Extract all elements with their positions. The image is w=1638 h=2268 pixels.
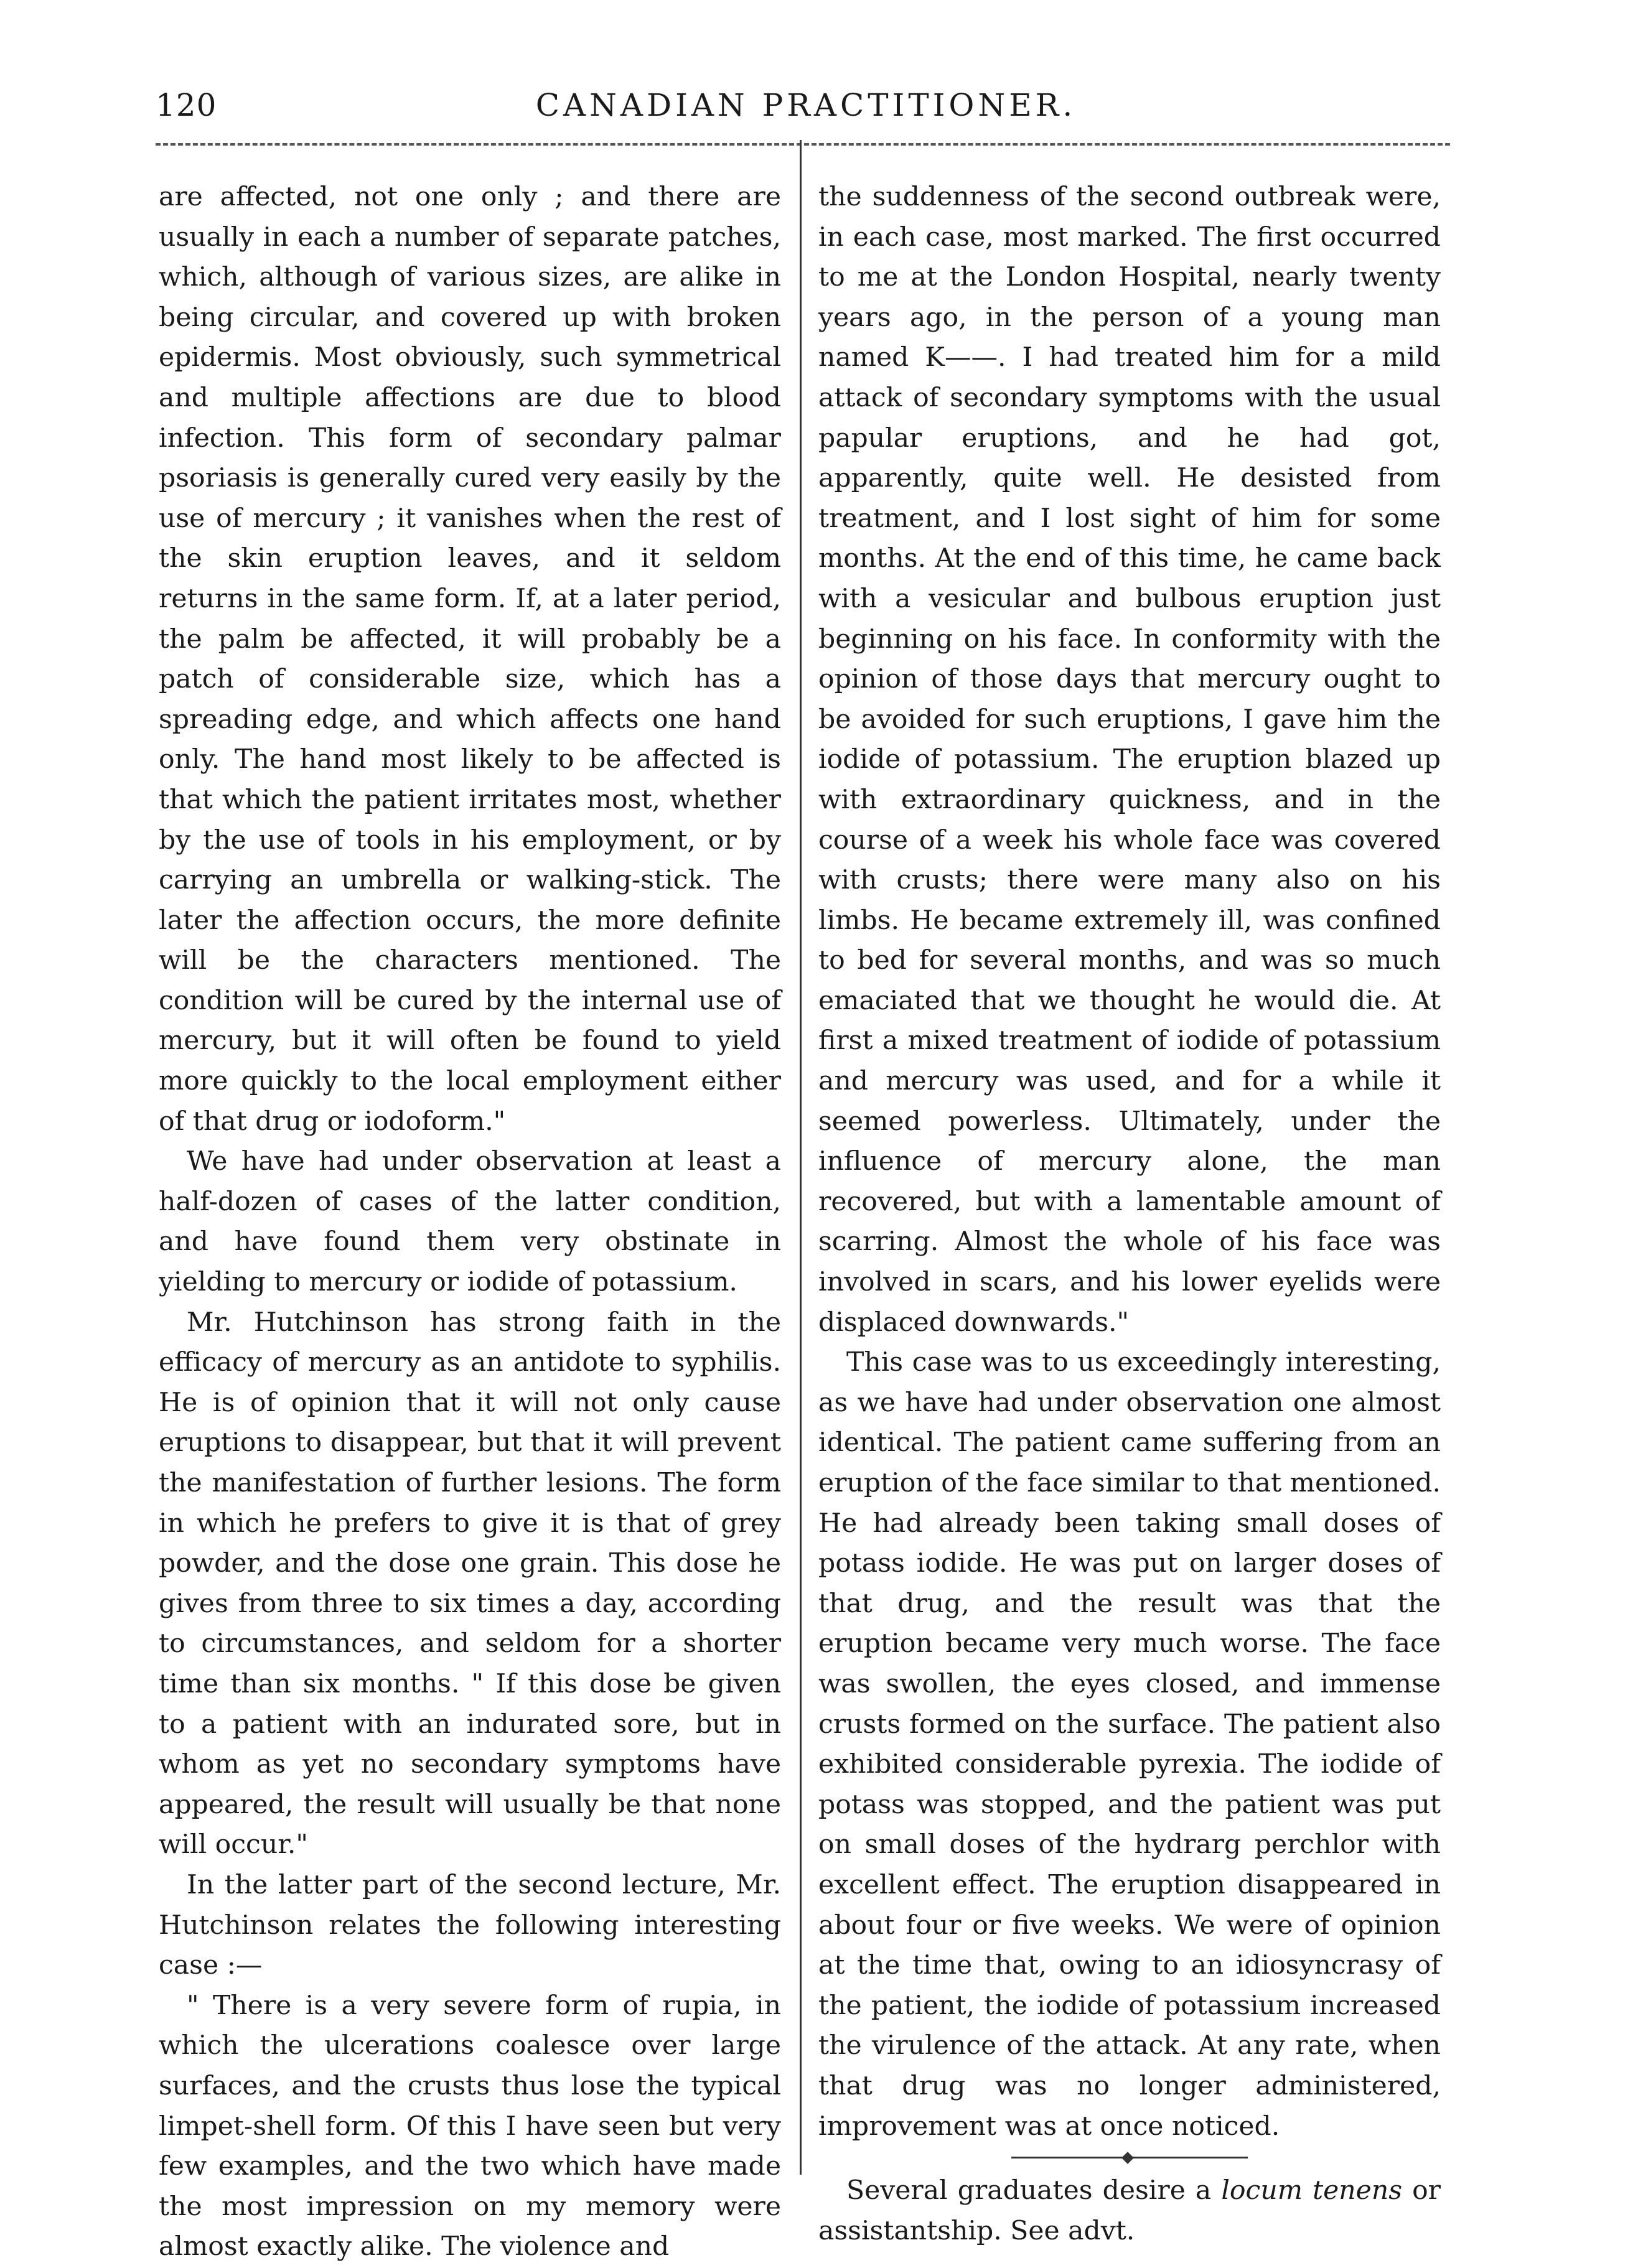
paragraph: We have had under observation at least a half-dozen of cases of the latter condition, and have found them very obstinate in yielding to mercury or iodide of potassium. bbox=[159, 1146, 781, 1298]
paragraph: Mr. Hutchinson has strong faith in the efficacy of mercury as an antidote to syphilis. He is of opinion that it will not only cause eruptions to disappear, but that it will prevent the manifestation of further lesions. The form in which he prefers to give it is that of grey powder, and the dose one grain. This dose he gives from three to six times a day, according to circumstances, and seldom for a shorter time than six months. " If this dose be given to a patient with an indurated sore, but in whom as yet no secondary symptoms have appeared, the result will usually be that none will occur." bbox=[159, 1307, 781, 1860]
paragraph: " There is a very severe form of rupia, in which the ulcerations coalesce over large surfaces, and the crusts thus lose the typical limpet-shell form. Of this I have seen but very few examples, and the two which have made the most impression on my memory were almost exactly alike. The violence and bbox=[159, 1990, 781, 2262]
right-column bbox=[818, 177, 1441, 2251]
notice-text-end: or assistantship. See advt. bbox=[818, 2175, 1441, 2246]
paragraph: are affected, not one only ; and there are usually in each a number of separate patches, which, although of various sizes, are alike in being circular, and covered up with broken epidermis. Most obviously, such symmetrical and multiple affections are due to blood infection. This form of secondary palmar psoriasis is generally cured very easily by the use of mercury ; it vanishes when the rest of the skin eruption leaves, and it seldom returns in the same form. If, at a later period, the palm be affected, it will probably be a patch of considerable size, which has a spreading edge, and which affects one hand only. The hand most likely to be affected is that which the patient irritates most, whether by the use of tools in his employment, or by carrying an umbrella or walking-stick. The later the affection occurs, the more definite will be the characters mentioned. The condition will be cured by the internal use of mercury, but it will often be found to yield more quickly to the local employment either of that drug or iodoform." bbox=[159, 182, 781, 1137]
paragraph: the suddenness of the second outbreak were, in each case, most marked. The first occurred to me at the London Hospital, nearly twenty years ago, in the person of a young man named K——. I had treated him for a mild attack of secondary symptoms with the usual papular eruptions, and he had got, apparently, quite well. He desisted from treatment, and I lost sight of him for some months. At the end of this time, he came back with a vesicular and bulbous eruption just beginning on his face. In conformity with the opinion of those days that mercury ought to be avoided for such eruptions, I gave him the iodide of potassium. The eruption blazed up with extraordinary quickness, and in the course of a week his whole face was covered with crusts; there were many also on his limbs. He became extremely ill, was confined to bed for several months, and was so much emaciated that we thought he would die. At first a mixed treatment of iodide of potassium and mercury was used, and for a while it seemed powerless. Ultimately, under the influence of mercury alone, the man recovered, but with a lamentable amount of scarring. Almost the whole of his face was involved in scars, and his lower eyelids were displaced downwards." bbox=[818, 182, 1441, 1338]
paragraph: This case was to us exceedingly interesting, as we have had under observation one almost identical. The patient came suffering from an eruption of the face similar to that mentioned. He had already been taking small doses of potass iodide. He was put on larger doses of that drug, and the result was that the eruption became very much worse. The face was swollen, the eyes closed, and immense crusts formed on the surface. The patient also exhibited considerable pyrexia. The iodide of potass was stopped, and the patient was put on small doses of the hydrarg perchlor with excellent effect. The eruption disappeared in about four or five weeks. We were of opinion at the time that, owing to an idiosyncrasy of the patient, the iodide of potassium increased the virulence of the attack. At any rate, when that drug was no longer administered, improvement was at once noticed. bbox=[818, 1347, 1441, 2142]
column-divider bbox=[800, 140, 802, 2175]
left-column bbox=[159, 177, 781, 2267]
notice-paragraph bbox=[818, 2171, 1441, 2251]
header-rule bbox=[156, 143, 1450, 146]
section-ornament bbox=[1011, 2157, 1248, 2158]
page-number: 120 bbox=[156, 87, 217, 123]
notice-text: Several graduates desire a bbox=[846, 2175, 1222, 2206]
running-title: CANADIAN PRACTITIONER. bbox=[535, 87, 1077, 123]
paragraph: In the latter part of the second lecture, Mr. Hutchinson relates the following interesting case :— bbox=[159, 1869, 781, 1981]
notice-italic: locum tenens bbox=[1221, 2175, 1403, 2206]
page-header bbox=[156, 87, 1456, 143]
